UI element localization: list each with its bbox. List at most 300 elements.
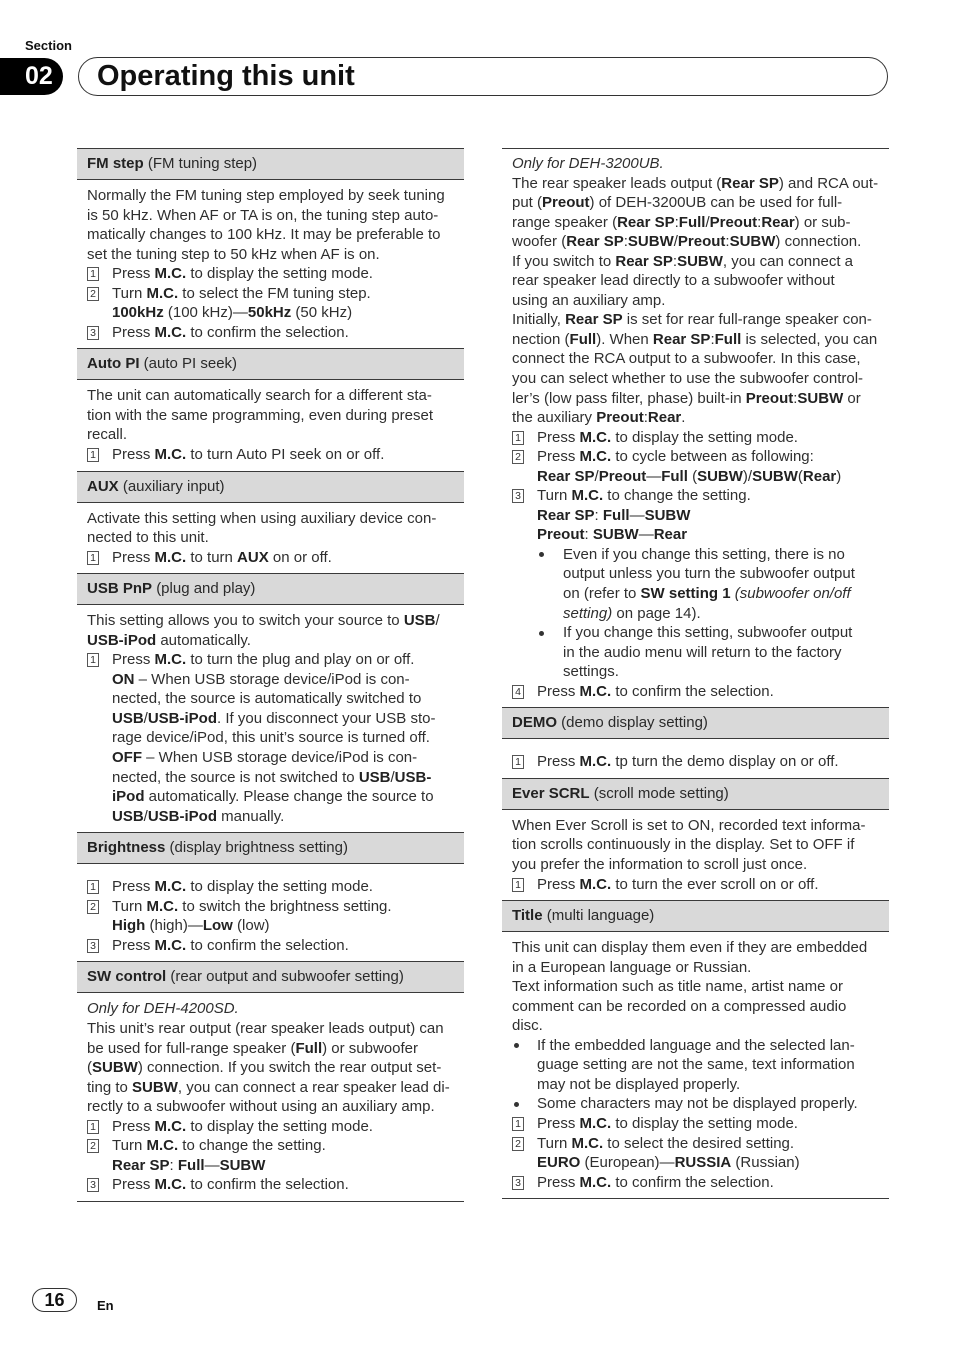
text-line [112, 768, 464, 788]
bold-term: Preout [537, 526, 585, 544]
bold-term: M.C. [579, 1114, 612, 1132]
bold-term: SUBW [644, 506, 691, 524]
text-line [87, 999, 464, 1019]
step-number: 2 [87, 900, 99, 914]
text-line [537, 1173, 889, 1193]
italic-text: Only for DEH-4200SD. [87, 1000, 239, 1018]
bullet-icon [514, 1043, 519, 1048]
bold-term: Rear SP [652, 330, 711, 348]
setting-section [77, 348, 464, 470]
text-line [87, 1058, 464, 1078]
text-run: This setting allows you to switch your source to [87, 612, 404, 630]
text-line [112, 877, 464, 897]
text-run: put ( [512, 194, 543, 212]
text-run: automatically. Please change the source to [144, 788, 434, 806]
text-line: This unit can display them even if they are embedded [512, 939, 868, 957]
setting-section [502, 778, 889, 900]
step-number: 3 [512, 489, 524, 503]
section-body [502, 739, 889, 778]
step [502, 447, 889, 486]
text-run: / [673, 233, 678, 251]
setting-description: (demo display setting) [561, 714, 708, 732]
bold-term: Preout [745, 389, 794, 407]
text-line [512, 213, 889, 233]
text-line: is 50 kHz. When AF or TA is on, the tuning step auto- [87, 206, 439, 224]
setting-name: Brightness [87, 839, 166, 857]
text-run: ting to [87, 1078, 133, 1096]
text-run: to display the setting mode. [611, 1114, 798, 1132]
text-run: — [629, 506, 645, 524]
text-run: : [623, 233, 628, 251]
text-run: Press [537, 682, 580, 700]
text-run: Press [537, 1173, 580, 1191]
text-line [112, 445, 464, 465]
setting-header [502, 900, 889, 932]
text-line [112, 1117, 464, 1137]
step [77, 650, 464, 826]
text-line [112, 1156, 464, 1176]
step [502, 682, 889, 702]
text-run: Press [112, 548, 155, 566]
text-line: If the embedded language and the selected lan- [537, 1036, 855, 1054]
text-line: Even if you change this setting, there is no [563, 545, 845, 563]
bold-term: Rear SP [615, 252, 673, 270]
bold-term: AUX [237, 548, 269, 566]
setting-section [77, 961, 464, 1201]
text-line [87, 1039, 464, 1059]
bold-term: M.C. [154, 878, 187, 896]
text-run: to select the desired setting. [603, 1134, 795, 1152]
text-line [112, 323, 464, 343]
text-line: When Ever Scroll is set to ON, recorded text informa- [512, 816, 866, 834]
text-run: — [638, 526, 654, 544]
text-line [537, 428, 889, 448]
bold-term: USB- [394, 768, 432, 786]
title-bar [78, 57, 888, 96]
text-line: tion with the same programming, even during preset [87, 406, 434, 424]
text-run: ) or sub- [794, 213, 851, 231]
section-number-tab [0, 58, 63, 95]
text-run: Turn [112, 1137, 147, 1155]
bold-term: M.C. [154, 1176, 187, 1194]
paragraph [502, 938, 889, 1036]
bold-term: Preout [596, 409, 644, 427]
step-number: 3 [87, 326, 99, 340]
paragraph [502, 816, 889, 875]
language-code: En [97, 1298, 114, 1313]
step-number: 4 [512, 685, 524, 699]
bold-term: M.C. [154, 1117, 187, 1135]
text-run: The rear speaker leads output ( [512, 174, 722, 192]
bold-term: Full [602, 506, 630, 524]
text-run: to change the setting. [603, 487, 751, 505]
step [502, 1114, 889, 1134]
text-line [563, 584, 889, 604]
text-line [112, 936, 464, 956]
bold-term: SUBW [677, 252, 723, 270]
text-run: Press [112, 878, 155, 896]
paragraph [77, 386, 464, 445]
text-run: Initially, [512, 311, 566, 329]
paragraph [77, 999, 464, 1116]
bullet-icon [539, 631, 544, 636]
setting-header [77, 471, 464, 503]
bold-term: SW setting 1 [640, 585, 731, 603]
bold-term: OFF [112, 749, 142, 767]
text-run: ( [87, 1059, 92, 1077]
text-run: — [646, 467, 662, 485]
bold-term: M.C. [154, 323, 187, 341]
text-run: If you switch to [512, 252, 616, 270]
bold-term: Rear SP [617, 213, 675, 231]
paragraph [77, 509, 464, 548]
bold-term: SUBW [729, 233, 776, 251]
setting-description: (display brightness setting) [169, 839, 348, 857]
setting-description: (multi language) [546, 907, 655, 925]
text-line [537, 1153, 889, 1173]
text-run: Turn [537, 487, 572, 505]
setting-section [502, 148, 889, 707]
step [502, 752, 889, 772]
bold-term: Preout [677, 233, 726, 251]
text-line [112, 670, 464, 690]
bold-term: Full [678, 213, 706, 231]
text-run: ler’s (low pass filter, phase) built-in [512, 389, 746, 407]
text-run: to select the FM tuning step. [178, 284, 371, 302]
step-number: 1 [87, 1120, 99, 1134]
text-line [537, 525, 889, 545]
bold-term: Rear SP [112, 1156, 170, 1174]
text-line: in a European language or Russian. [512, 958, 752, 976]
step-number: 2 [87, 1139, 99, 1153]
text-run: . If you disconnect your USB sto- [217, 709, 436, 727]
setting-name: DEMO [512, 714, 557, 732]
text-run: Turn [537, 1134, 572, 1152]
text-run: is selected, you can [741, 330, 878, 348]
step-number: 2 [87, 287, 99, 301]
setting-name: Auto PI [87, 355, 140, 373]
section-body [77, 380, 464, 470]
text-run: Turn [112, 284, 147, 302]
bold-term: Rear SP [721, 174, 779, 192]
text-run: Press [537, 753, 580, 771]
step-number: 1 [512, 431, 524, 445]
text-run: : [169, 1156, 178, 1174]
bold-term: Full [177, 1156, 205, 1174]
text-line [512, 174, 889, 194]
text-line [537, 1134, 889, 1154]
bold-term: SUBW [697, 467, 743, 485]
setting-section [77, 573, 464, 832]
setting-section [502, 900, 889, 1199]
step-number: 1 [87, 267, 99, 281]
text-run: to turn [186, 548, 238, 566]
bold-term: Rear SP [566, 233, 624, 251]
bold-term: M.C. [146, 1137, 179, 1155]
text-line: recall. [87, 426, 128, 444]
setting-name: AUX [87, 477, 119, 495]
bold-term: Rear [802, 467, 837, 485]
text-run: ) or subwoofer [322, 1039, 418, 1057]
text-run: to display the setting mode. [611, 428, 798, 446]
text-line [112, 650, 464, 670]
bold-term: M.C. [571, 1134, 604, 1152]
text-line [112, 284, 464, 304]
text-line: you prefer the information to scroll just once. [512, 855, 808, 873]
section-body [77, 864, 464, 961]
text-run: . [681, 409, 686, 427]
paragraph [77, 611, 464, 650]
bold-term: M.C. [154, 265, 187, 283]
text-line [537, 875, 889, 895]
bold-term: Preout [542, 194, 590, 212]
text-line [112, 1136, 464, 1156]
bold-term: SUBW [797, 389, 844, 407]
bold-term: Preout [709, 213, 758, 231]
page-number: 16 [32, 1288, 77, 1312]
text-run: / [594, 467, 599, 485]
setting-header [502, 707, 889, 739]
text-run: or [843, 389, 861, 407]
text-run: the auxiliary [512, 409, 597, 427]
text-line: Normally the FM tuning step employed by seek tuning [87, 187, 445, 204]
text-line [512, 232, 889, 252]
text-run: Press [537, 875, 580, 893]
step [77, 1175, 464, 1195]
text-run: / [143, 807, 148, 825]
text-run: : [757, 213, 762, 231]
bold-term: SUBW [92, 1059, 138, 1077]
setting-name: Title [512, 907, 543, 925]
step [77, 284, 464, 323]
setting-name: FM step [87, 155, 144, 172]
text-run: – When USB storage device/iPod is con- [134, 670, 410, 688]
bold-term: ON [112, 670, 135, 688]
text-run: / [705, 213, 710, 231]
text-run: to confirm the selection. [186, 1176, 349, 1194]
setting-description: (rear output and subwoofer setting) [170, 968, 404, 986]
bold-term: SUBW [752, 467, 798, 485]
text-line: output unless you turn the subwoofer output [563, 565, 855, 583]
text-line [512, 310, 889, 330]
setting-description: (auto PI seek) [143, 355, 238, 373]
left-column [77, 148, 464, 1202]
bold-term: iPod [112, 788, 145, 806]
text-run: — [204, 1156, 220, 1174]
bold-term: M.C. [154, 446, 187, 464]
text-line: The unit can automatically search for a different sta- [87, 387, 432, 405]
text-line [512, 330, 889, 350]
bold-term: SUBW [132, 1078, 178, 1096]
setting-description: (auxiliary input) [122, 477, 225, 495]
text-run: Turn [112, 897, 147, 915]
setting-description: (plug and play) [156, 580, 256, 598]
text-run: ( [797, 467, 803, 485]
bullet-icon [514, 1102, 519, 1107]
text-line: set the tuning step to 50 kHz when AF is on. [87, 245, 380, 263]
text-line [537, 506, 889, 526]
text-run: manually. [217, 807, 285, 825]
text-run: , you can connect a rear speaker lead di- [177, 1078, 450, 1096]
step-number: 3 [512, 1176, 524, 1190]
bold-term: M.C. [579, 875, 612, 893]
text-run: ) of DEH-3200UB can be used for full- [589, 194, 843, 212]
step-number: 3 [87, 1178, 99, 1192]
text-line [112, 1175, 464, 1195]
text-line [512, 389, 889, 409]
text-run: ) connection. [775, 233, 862, 251]
bold-term: SUBW [627, 233, 674, 251]
text-run: Press [112, 1117, 155, 1135]
bold-term: Full [714, 330, 742, 348]
setting-header [502, 778, 889, 810]
bold-term: USB [112, 807, 144, 825]
step-number: 1 [87, 880, 99, 894]
text-run: to change the setting. [178, 1137, 326, 1155]
bold-term: Rear SP [537, 467, 595, 485]
bold-term: M.C. [579, 1173, 612, 1191]
text-line: rear speaker lead directly to a subwoofer without [512, 272, 835, 290]
text-line [112, 548, 464, 568]
text-line: nected, the source is automatically switched to [112, 690, 422, 708]
bold-term: USB [403, 612, 436, 630]
setting-section [77, 471, 464, 574]
setting-section [77, 148, 464, 348]
text-run: tp turn the demo display on or off. [611, 753, 839, 771]
bold-term: M.C. [154, 936, 187, 954]
step [502, 875, 889, 895]
text-line: disc. [512, 1017, 543, 1035]
text-run: / [390, 768, 395, 786]
text-run: Press [112, 446, 155, 464]
text-line [112, 709, 464, 729]
bold-term: M.C. [579, 753, 612, 771]
paragraph [77, 186, 464, 264]
text-line: nected to this unit. [87, 529, 209, 547]
italic-text: setting) [563, 604, 613, 622]
bold-term: Low [202, 917, 233, 935]
bold-term: RUSSIA [674, 1154, 732, 1172]
bold-term: EURO [537, 1154, 581, 1172]
text-run: Press [112, 1176, 155, 1194]
text-line [112, 916, 464, 936]
setting-section [77, 832, 464, 961]
bold-term: SUBW [592, 526, 639, 544]
text-run: be used for full-range speaker ( [87, 1039, 296, 1057]
text-line [512, 154, 889, 174]
bullet-icon [539, 552, 544, 557]
bold-term: Full [569, 330, 597, 348]
text-run: , you can connect a [722, 252, 854, 270]
bullet-item [502, 1036, 889, 1095]
text-line [537, 486, 889, 506]
text-line: Some characters may not be displayed properly. [537, 1095, 858, 1113]
text-run: to display the setting mode. [186, 1117, 373, 1135]
setting-description: (scroll mode setting) [593, 784, 729, 802]
bold-term: Rear [653, 526, 688, 544]
bold-term: USB [358, 768, 391, 786]
bold-term: M.C. [146, 897, 179, 915]
text-run: to turn the plug and play on or off. [186, 651, 415, 669]
bold-term: Rear SP [565, 311, 623, 329]
section-body [77, 180, 464, 348]
text-run: to display the setting mode. [186, 265, 373, 283]
bold-term: USB-iPod [147, 709, 218, 727]
bold-term: 50kHz [247, 304, 292, 322]
text-line: tion scrolls continuously in the display. Set to OFF if [512, 836, 855, 854]
text-run: to confirm the selection. [611, 1173, 774, 1191]
section-number: 02 [25, 62, 53, 90]
step [77, 264, 464, 284]
text-run: range speaker ( [512, 213, 618, 231]
text-line [87, 1078, 464, 1098]
bold-term: Rear SP [537, 506, 595, 524]
text-line: guage setting are not the same, text information [537, 1056, 855, 1074]
text-line [537, 752, 889, 772]
right-column [502, 148, 889, 1199]
text-run: to display the setting mode. [186, 878, 373, 896]
section-body [502, 149, 889, 707]
text-run: ) and RCA out- [778, 174, 879, 192]
text-run: nection ( [512, 330, 570, 348]
text-line [112, 748, 464, 768]
text-line: If you change this setting, subwoofer output [563, 624, 853, 642]
section-body [77, 993, 464, 1201]
text-line: using an auxiliary amp. [512, 291, 666, 309]
step [77, 323, 464, 343]
text-line: you can select whether to use the subwoofer control- [512, 370, 864, 388]
text-run: (100 kHz)— [163, 304, 248, 322]
text-run: (low) [232, 917, 270, 935]
text-line [112, 807, 464, 827]
bold-term: M.C. [579, 448, 612, 466]
chapter-title: Operating this unit [97, 60, 355, 92]
step [77, 936, 464, 956]
bold-term: SUBW [219, 1156, 266, 1174]
bold-term: High [112, 917, 146, 935]
text-run: ) [836, 467, 842, 485]
section-body [77, 605, 464, 832]
step-number: 1 [87, 448, 99, 462]
step-number: 1 [512, 1117, 524, 1131]
text-run: – When USB storage device/iPod is con- [142, 749, 418, 767]
bullet-item [502, 1094, 889, 1114]
text-run: to turn Auto PI seek on or off. [186, 446, 385, 464]
step-number: 2 [512, 1137, 524, 1151]
section-body [502, 932, 889, 1199]
text-line: comment can be recorded on a compressed audio [512, 997, 847, 1015]
text-run: : [584, 526, 593, 544]
text-run: : [793, 389, 798, 407]
text-line [112, 787, 464, 807]
text-run: automatically. [156, 631, 251, 649]
text-run: ) connection. If you switch the rear output set- [137, 1059, 442, 1077]
text-run: to confirm the selection. [611, 682, 774, 700]
text-line [512, 252, 889, 272]
text-run: on page 14). [612, 604, 701, 622]
text-run: / [435, 612, 440, 630]
setting-name: SW control [87, 968, 167, 986]
bullet-item [502, 623, 889, 682]
step [77, 1136, 464, 1175]
text-run: : [725, 233, 730, 251]
text-run: Press [112, 651, 155, 669]
step-number: 1 [87, 551, 99, 565]
step-number: 1 [512, 878, 524, 892]
step [502, 1173, 889, 1193]
step [77, 548, 464, 568]
text-run: nected, the source is not switched to [112, 768, 359, 786]
